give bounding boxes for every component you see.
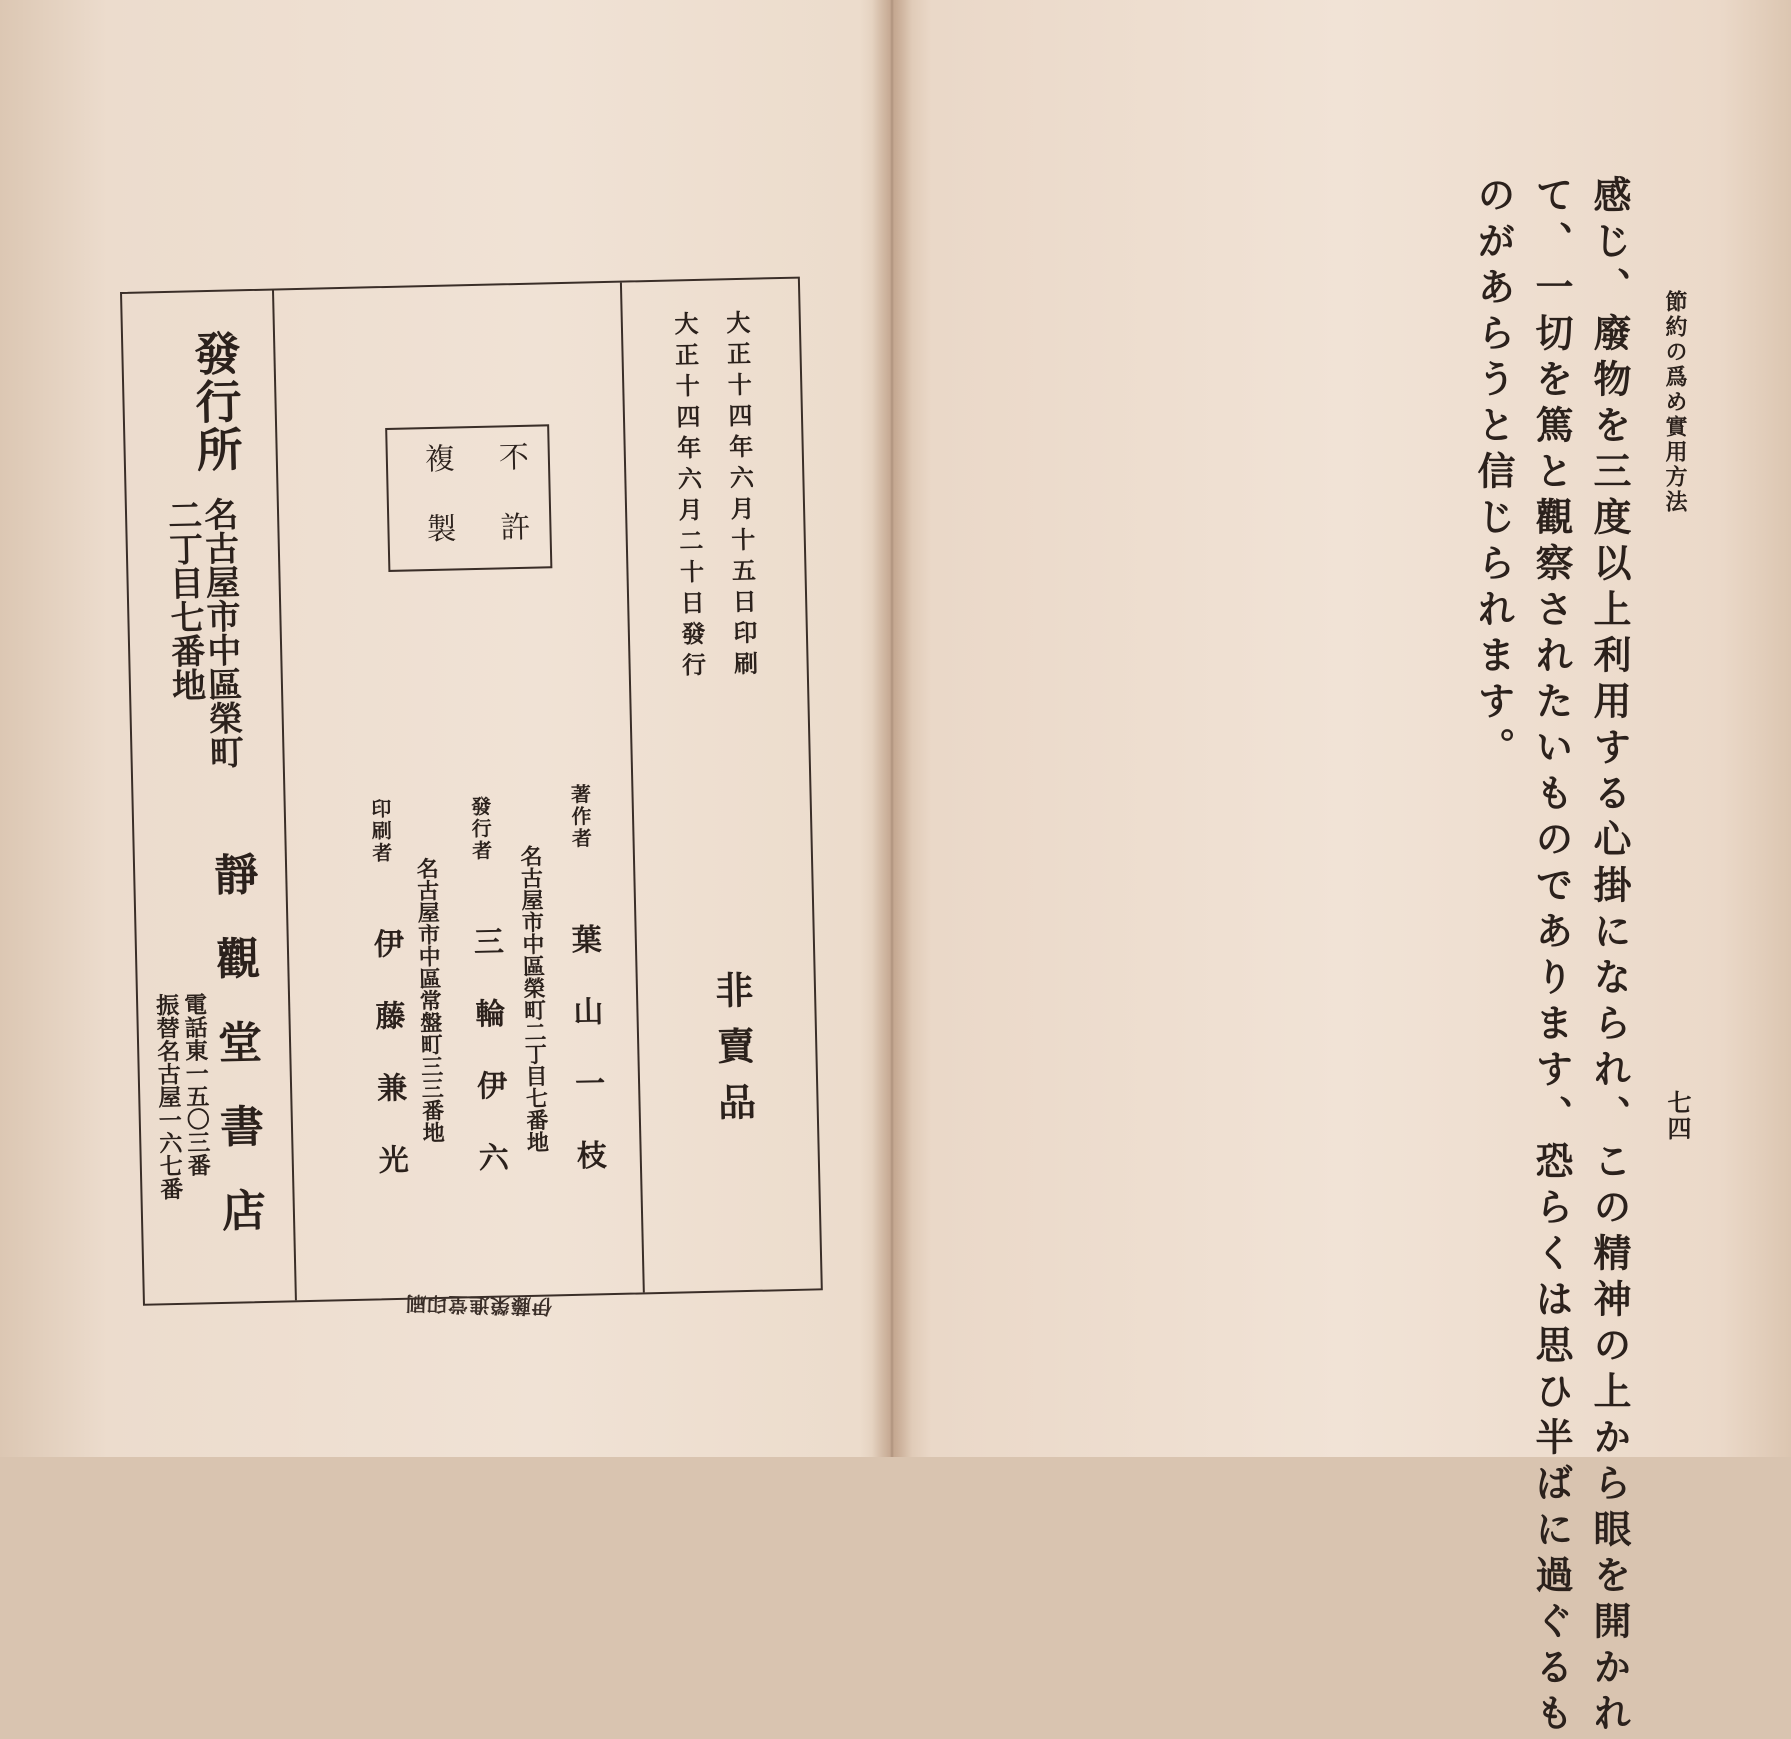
right-page-text [890,0,1791,1739]
printer-address: 名古屋市中區常盤町三三番地 [412,856,446,1144]
issue-date: 大正十四年六月二十日發行 [669,310,708,684]
printer-role: 印刷者 [367,797,394,865]
body-column-1: 感じ、廢物を三度以上利用する心掛になられ、この精神の上から眼を開かれ [1587,175,1632,1739]
publisher-label: 發行所 [186,329,245,475]
author-name: 葉山一枝 [565,923,607,1212]
frame-divider [272,291,297,1301]
issuer-name: 三輪伊六 [467,925,510,1215]
print-shop-credit: 伊藤榮進堂印刷 [404,1291,553,1319]
publisher-transfer-account: 振替名古屋一六七番 [151,992,184,1201]
body-column-3: のがあらうと信じられます。 [1471,175,1516,773]
frame-divider [620,283,645,1293]
page-number: 七四 [1663,1090,1692,1142]
running-header: 節約の爲め實用方法 [1662,290,1688,515]
issuer-role: 發行者 [467,795,494,863]
issuer-address: 名古屋市中區榮町二丁目七番地 [516,844,550,1154]
publisher-address-line-2: 二丁目七番地 [161,497,206,703]
stamp-line-2: 複製 [418,442,457,584]
body-column-2: て、一切を篤と觀察されたいものであります、恐らくは思ひ半ばに過ぐるも [1529,175,1574,1739]
publisher-address-line-1: 名古屋市中區榮町 [197,496,244,770]
not-for-sale-label: 非賣品 [708,969,758,1139]
stamp-line-1: 不許 [492,440,531,582]
colophon-frame [120,277,823,1306]
publisher-phone: 電話東一五〇三番 [179,992,212,1177]
author-role: 著作者 [567,783,593,850]
print-date: 大正十四年六月十五日印刷 [721,309,760,683]
printer-name: 伊藤兼光 [367,927,410,1217]
publisher-name: 靜觀堂書店 [205,851,267,1273]
left-page-colophon [0,0,890,1457]
no-reproduction-stamp [385,424,552,584]
